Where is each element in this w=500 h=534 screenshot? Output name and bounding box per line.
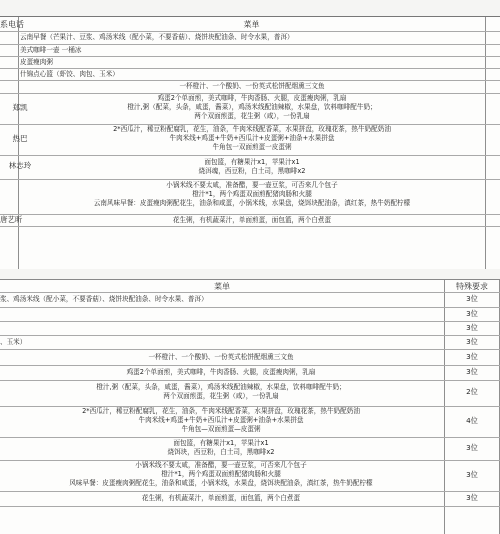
menu-line: 牛肉米线+鸡蛋+牛奶+西瓜汁+皮蛋粥+油条+水果拼盘: [169, 134, 335, 142]
menu-cell: [20, 56, 484, 68]
menu-line: 牛肉米线+鸡蛋+牛奶+西瓜汁+皮蛋粥+油条+水果拼盘: [138, 416, 304, 424]
contact-cell: [0, 80, 18, 93]
menu-cell: [20, 214, 484, 226]
menu-line: 小锅米线不要太咸，准备醋，要一壶豆浆，可否来几个包子: [135, 461, 307, 469]
menu-cell: [0, 406, 442, 437]
bottom-table-row: [0, 335, 500, 350]
menu-cell: [20, 124, 484, 155]
menu-line: 牛角包一双面煎蛋一皮蛋粥: [212, 143, 292, 151]
top-table-header-menu: 菜单: [243, 20, 260, 29]
top-table-header-contact: 系电话: [0, 20, 24, 29]
top-table-row: [0, 93, 500, 125]
bottom-table-header-requirement: 特殊要求: [456, 282, 488, 291]
top-table-row: [0, 31, 500, 45]
menu-cell: [20, 44, 484, 56]
requirement-cell: 4位: [466, 416, 478, 425]
menu-line: 烧饵块，西豆粉，白土司，黑咖啡x2: [167, 448, 275, 456]
menu-line: 两个双面煎蛋，花生粥（咸），一份乳扇: [194, 112, 310, 120]
menu-line: 花生粥，有机蔬菜汁，单面煎蛋，面包篮，两个白煮蛋: [141, 494, 301, 502]
menu-cell: [0, 307, 442, 321]
top-table-row: [0, 155, 500, 180]
menu-line: 牛角包—双面煎蛋—皮蛋粥: [181, 425, 261, 433]
contact-cell: [0, 179, 18, 214]
top-table-row: [0, 179, 500, 215]
bottom-table-row: [0, 380, 500, 407]
menu-line: 浆、鸡汤米线（配小菜，不要香菇）、烧饼块配油条、时令水果、普洱）: [0, 295, 208, 303]
menu-line: 云南早餐（芒果汁、豆浆、鸡汤米线（配小菜，不要香菇）、烧饼块配油条、时令水果，普洱）: [20, 33, 294, 41]
menu-line: 面包篮，有糖果汁x1，苹果汁x1: [173, 439, 269, 447]
requirement-cell: 3位: [466, 493, 478, 502]
menu-cell: [0, 335, 442, 349]
menu-cell: [0, 292, 442, 307]
requirement-cell: 3位: [466, 443, 478, 452]
menu-cell: [0, 380, 442, 406]
menu-line: 、玉米）: [0, 338, 27, 346]
requirement-cell: 3位: [466, 323, 478, 332]
contact-cell: 热巴: [12, 134, 28, 143]
menu-cell: [20, 179, 484, 214]
bottom-table-row: [0, 437, 500, 461]
menu-cell: [0, 365, 442, 380]
menu-line: 美式咖啡一壶 一桶冰: [20, 46, 82, 54]
menu-cell: [0, 349, 442, 365]
contact-cell: 唐艺昕: [0, 215, 23, 224]
menu-line: 橙汁*1，两个鸡蛋双面煎配猪肉肠和火腿: [192, 190, 312, 198]
requirement-cell: 3位: [466, 352, 478, 361]
bottom-table-row: [0, 460, 500, 492]
menu-cell: [0, 491, 442, 506]
bottom-table-row: [0, 491, 500, 507]
menu-line: 橙汁*1，两个鸡蛋双面煎配猪肉肠和火腿: [161, 470, 281, 478]
top-table-row: [0, 80, 500, 94]
menu-cell: [0, 460, 442, 491]
menu-cell: [20, 155, 484, 179]
contact-cell: [0, 68, 18, 80]
requirement-cell: 3位: [466, 367, 478, 376]
requirement-cell: 3位: [466, 470, 478, 479]
menu-line: 鸡蛋2个单面煎，美式咖啡，牛肉香肠、火腿，皮蛋瘦肉粥，乳扇: [157, 94, 347, 102]
bottom-table-header-menu: 菜单: [214, 282, 230, 291]
requirement-cell: 3位: [466, 337, 478, 346]
top-table-row: [0, 124, 500, 156]
menu-line: 风味早餐：皮蛋瘦肉粥配花生，油条和咸蛋，小锅米线，水果盘，烧饵块配油条，滇红茶，热牛奶配柠檬: [69, 479, 373, 487]
top-table: [0, 16, 500, 269]
requirement-cell: 3位: [466, 309, 478, 318]
menu-cell: [20, 31, 484, 44]
requirement-cell: 2位: [466, 387, 478, 396]
menu-line: 橙汁,粥（配菜，头条，咸蛋，酱菜），鸡汤米线配油辣椒，水果盘，饮料咖啡配牛奶；: [96, 383, 346, 391]
top-table-row: [0, 214, 500, 227]
contact-cell: 林志玲: [8, 161, 32, 170]
bottom-table: [0, 279, 500, 534]
contact-cell: [0, 44, 18, 56]
menu-cell: [20, 68, 484, 80]
menu-cell: [20, 93, 484, 124]
menu-line: 小锅米线不要太咸，准备醋，要一壶豆浆，可否来几个包子: [166, 181, 338, 189]
menu-cell: [0, 437, 442, 460]
menu-line: 云南风味早餐：皮蛋瘦肉粥配花生，油条和咸蛋，小锅米线，水果盘，烧饵块配油条，滇红茶，热牛奶配柠檬: [93, 199, 411, 207]
menu-line: 鸡蛋2个单面煎，美式咖啡，牛肉香肠、火腿，皮蛋瘦肉粥，乳扇: [126, 368, 316, 376]
requirement-cell: 3位: [466, 294, 478, 303]
bottom-table-row: [0, 349, 500, 366]
menu-cell: [20, 80, 484, 93]
menu-line: 一杯橙汁、一个酸奶、一份英式松饼配烟熏三文鱼: [148, 353, 294, 361]
bottom-table-row: [0, 365, 500, 381]
menu-cell: [0, 321, 442, 335]
top-table-header-row: [0, 17, 500, 32]
bottom-table-row: [0, 307, 500, 322]
menu-line: 皮蛋瘦肉粥: [20, 58, 53, 66]
bottom-table-row: [0, 292, 500, 308]
menu-line: 一杯橙汁、一个酸奶、一份英式松饼配烟熏三文鱼: [179, 82, 325, 90]
menu-line: 2*西瓜汁，稀豆粉配腐乳，花生，油条，牛肉米线配香菜，水果拼盘，玫瑰花茶，热牛奶配奶油: [82, 407, 360, 415]
contact-cell: 郑凯: [12, 103, 28, 112]
menu-line: 两个双面煎蛋，花生粥（咸），一份乳扇: [163, 392, 279, 400]
menu-line: 橙汁,粥（配菜，头条，咸蛋，酱菜），鸡汤米线配油辣椒，水果盘，饮料咖啡配牛奶；: [127, 103, 377, 111]
menu-line: 什锦点心篮（虾饺、肉包、玉米）: [20, 70, 119, 78]
contact-cell: [0, 56, 18, 68]
menu-line: 花生粥，有机蔬菜汁，单面煎蛋，面包篮，两个白煮蛋: [172, 216, 332, 224]
bottom-table-row: [0, 321, 500, 336]
menu-line: 面包篮，有糖果汁x1，苹果汁x1: [204, 158, 300, 166]
menu-line: 烧洱魂，西豆粉，白土司，黑咖啡x2: [198, 167, 306, 175]
contact-cell: [0, 31, 18, 44]
bottom-table-row: [0, 406, 500, 438]
menu-line: 2*西瓜汁，稀豆粉配腐乳，花生，油条，牛肉米线配香菜，水果拼盘，玫瑰花茶，热牛奶配奶油: [113, 125, 391, 133]
